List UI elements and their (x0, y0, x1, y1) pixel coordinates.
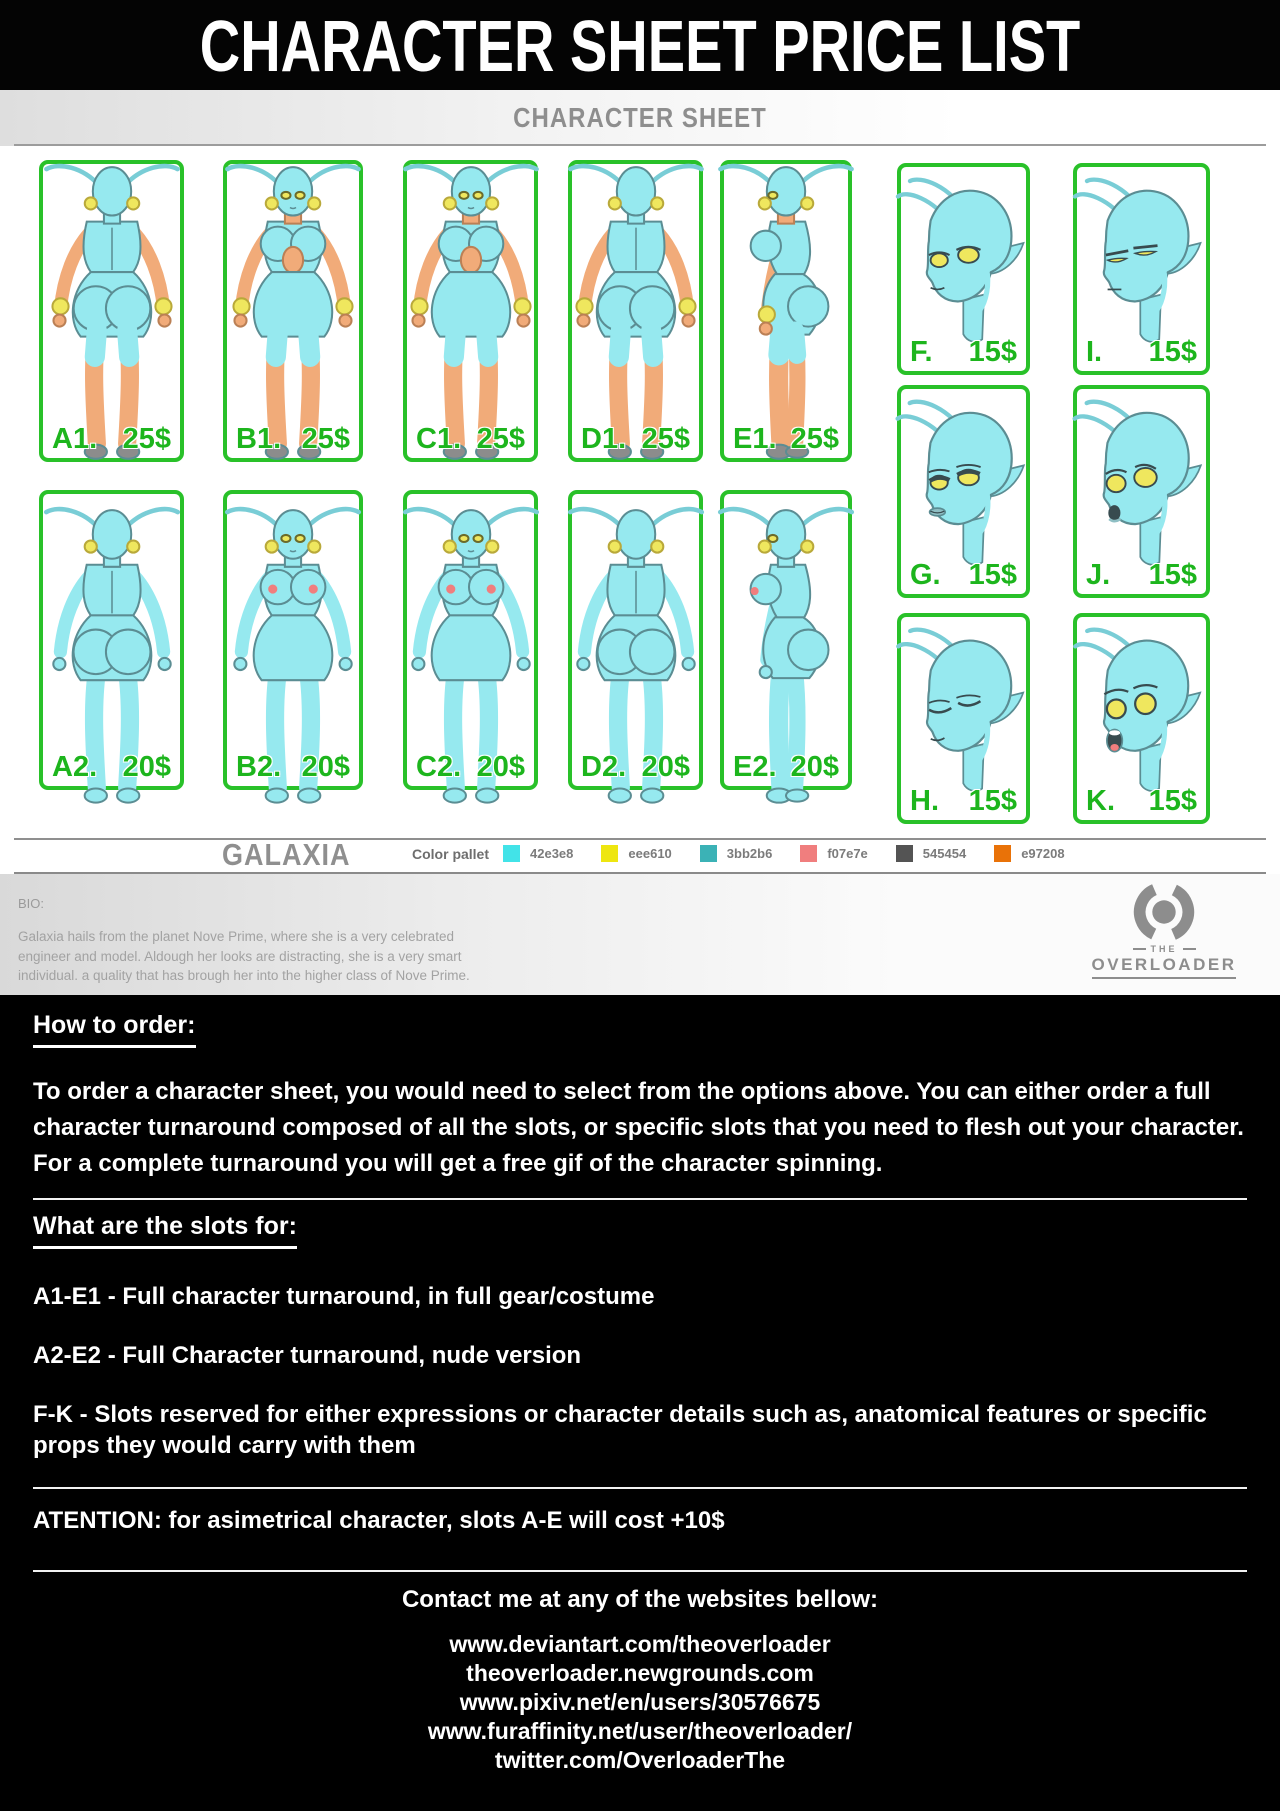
slot-C1 (403, 160, 538, 462)
palette-swatches (503, 845, 1093, 862)
slot-price: 25$ (476, 423, 525, 455)
slot-price: 15$ (968, 785, 1017, 817)
swatch-hex-label: 545454 (922, 846, 967, 861)
info-section (0, 995, 1280, 1811)
swatch-color (601, 845, 618, 862)
slot-price: 25$ (122, 423, 171, 455)
slot-price: 20$ (301, 751, 350, 783)
bio-block (18, 896, 478, 986)
slot-id: A2. (52, 751, 98, 783)
sheet-header: CHARACTER SHEET (513, 102, 767, 134)
palette-swatch (503, 845, 573, 862)
slot-id: I. (1086, 336, 1103, 368)
character-figure-E1 (724, 164, 848, 458)
palette-label: Color pallet (412, 845, 490, 862)
page-title: CHARACTER SHEET PRICE LIST (199, 4, 1081, 86)
bio-text: Galaxia hails from the planet Nove Prime, where she is a very celebrated engineer and model. Aldough her looks are distracting, she is a very smart individual. a quality that has brough her into the higher class of Nove Prime. (18, 929, 470, 984)
slot-description-a2e2: A2-E2 - Full Character turnaround, nude version (33, 1342, 582, 1369)
contact-link: www.deviantart.com/theoverloader (449, 1631, 831, 1657)
character-figure-C1 (407, 164, 534, 458)
overloader-logo-icon (1078, 876, 1250, 948)
logo-the-text: THE (1078, 944, 1250, 954)
attention-note: ATENTION: for asimetrical character, slots A-E will cost +10$ (33, 1507, 725, 1534)
swatch-hex-label: eee610 (628, 846, 672, 861)
how-to-order-text: To order a character sheet, you would need to select from the options above. You can either order a full character turnaround composed of all the slots, or specific slots that you need to flesh out your character. For a complete turnaround you will get a free gif of the character spinning. (33, 1078, 1244, 1177)
slot-price: 15$ (1148, 785, 1197, 817)
slot-id: G. (910, 559, 941, 591)
contact-link: www.furaffinity.net/user/theoverloader/ (427, 1718, 853, 1744)
slot-id: E2. (733, 751, 777, 783)
character-figure-E2 (724, 494, 848, 786)
slot-A2 (39, 490, 184, 790)
slot-price: 15$ (1148, 336, 1197, 368)
slot-id: F. (910, 336, 933, 368)
title-bar (0, 0, 1280, 90)
bio-band (0, 874, 1280, 995)
color-palette (412, 845, 1093, 862)
palette-swatch (896, 845, 966, 862)
slot-price: 25$ (301, 423, 350, 455)
slot-A1 (39, 160, 184, 462)
slot-price: 20$ (641, 751, 690, 783)
slot-G (897, 385, 1030, 598)
swatch-color (896, 845, 913, 862)
character-figure-A2 (43, 494, 180, 786)
slot-price: 20$ (476, 751, 525, 783)
palette-swatch (994, 845, 1064, 862)
contact-heading: Contact me at any of the websites bellow: (401, 1586, 879, 1613)
how-to-order-heading: How to order: (33, 1011, 196, 1048)
slot-id: C1. (416, 423, 462, 455)
slot-id: C2. (416, 751, 462, 783)
bio-label: BIO: (18, 896, 45, 911)
slot-E2 (720, 490, 852, 790)
swatch-color (503, 845, 520, 862)
slot-id: E1. (733, 423, 777, 455)
slots-heading: What are the slots for: (33, 1212, 297, 1249)
slot-id: D1. (581, 423, 627, 455)
slot-id: B2. (236, 751, 282, 783)
contact-links (33, 1630, 1247, 1775)
palette-swatch (800, 845, 867, 862)
divider-palette (14, 838, 1266, 840)
slot-price: 20$ (122, 751, 171, 783)
slot-F (897, 163, 1030, 375)
swatch-color (800, 845, 817, 862)
slot-B1 (223, 160, 363, 462)
slot-C2 (403, 490, 538, 790)
divider-info-3 (33, 1570, 1247, 1572)
character-figure-A1 (43, 164, 180, 458)
slot-description-fk: F-K - Slots reserved for either expressions or character details such as, anatomical features or specific props they would carry with them (33, 1401, 1207, 1459)
divider-info-1 (33, 1198, 1247, 1200)
divider-info-2 (33, 1487, 1247, 1489)
slot-id: B1. (236, 423, 282, 455)
slot-description-a1e1: A1-E1 - Full character turnaround, in full gear/costume (33, 1283, 655, 1310)
slot-price: 25$ (641, 423, 690, 455)
contact-link: theoverloader.newgrounds.com (466, 1660, 814, 1686)
sheet-header-band (0, 90, 1280, 146)
contact-link: twitter.com/OverloaderThe (494, 1747, 786, 1773)
divider-top (14, 144, 1266, 146)
slot-price: 20$ (790, 751, 839, 783)
slot-price: 25$ (790, 423, 839, 455)
slot-id: J. (1086, 559, 1111, 591)
slot-price: 15$ (1148, 559, 1197, 591)
character-figure-B1 (227, 164, 359, 458)
slot-D1 (568, 160, 703, 462)
character-figure-D2 (572, 494, 699, 786)
character-name: GALAXIA (222, 838, 351, 872)
palette-swatch (700, 845, 773, 862)
swatch-hex-label: f07e7e (827, 846, 868, 861)
slot-I (1073, 163, 1210, 375)
slot-id: A1. (52, 423, 98, 455)
swatch-hex-label: e97208 (1021, 846, 1065, 861)
character-figure-C2 (407, 494, 534, 786)
swatch-color (994, 845, 1011, 862)
slot-price: 15$ (968, 336, 1017, 368)
slot-id: H. (910, 785, 939, 817)
swatch-color (700, 845, 717, 862)
slot-id: D2. (581, 751, 627, 783)
slot-H (897, 613, 1030, 824)
logo-name-text: OVERLOADER (1092, 955, 1237, 979)
slot-K (1073, 613, 1210, 824)
swatch-hex-label: 42e3e8 (530, 846, 574, 861)
slot-id: K. (1086, 785, 1115, 817)
palette-swatch (601, 845, 671, 862)
swatch-hex-label: 3bb2b6 (726, 846, 773, 861)
contact-link: www.pixiv.net/en/users/30576675 (459, 1689, 821, 1715)
slot-J (1073, 385, 1210, 598)
slot-E1 (720, 160, 852, 462)
slot-price: 15$ (968, 559, 1017, 591)
slot-B2 (223, 490, 363, 790)
artist-logo (1078, 876, 1250, 979)
character-figure-B2 (227, 494, 359, 786)
slot-D2 (568, 490, 703, 790)
character-figure-D1 (572, 164, 699, 458)
